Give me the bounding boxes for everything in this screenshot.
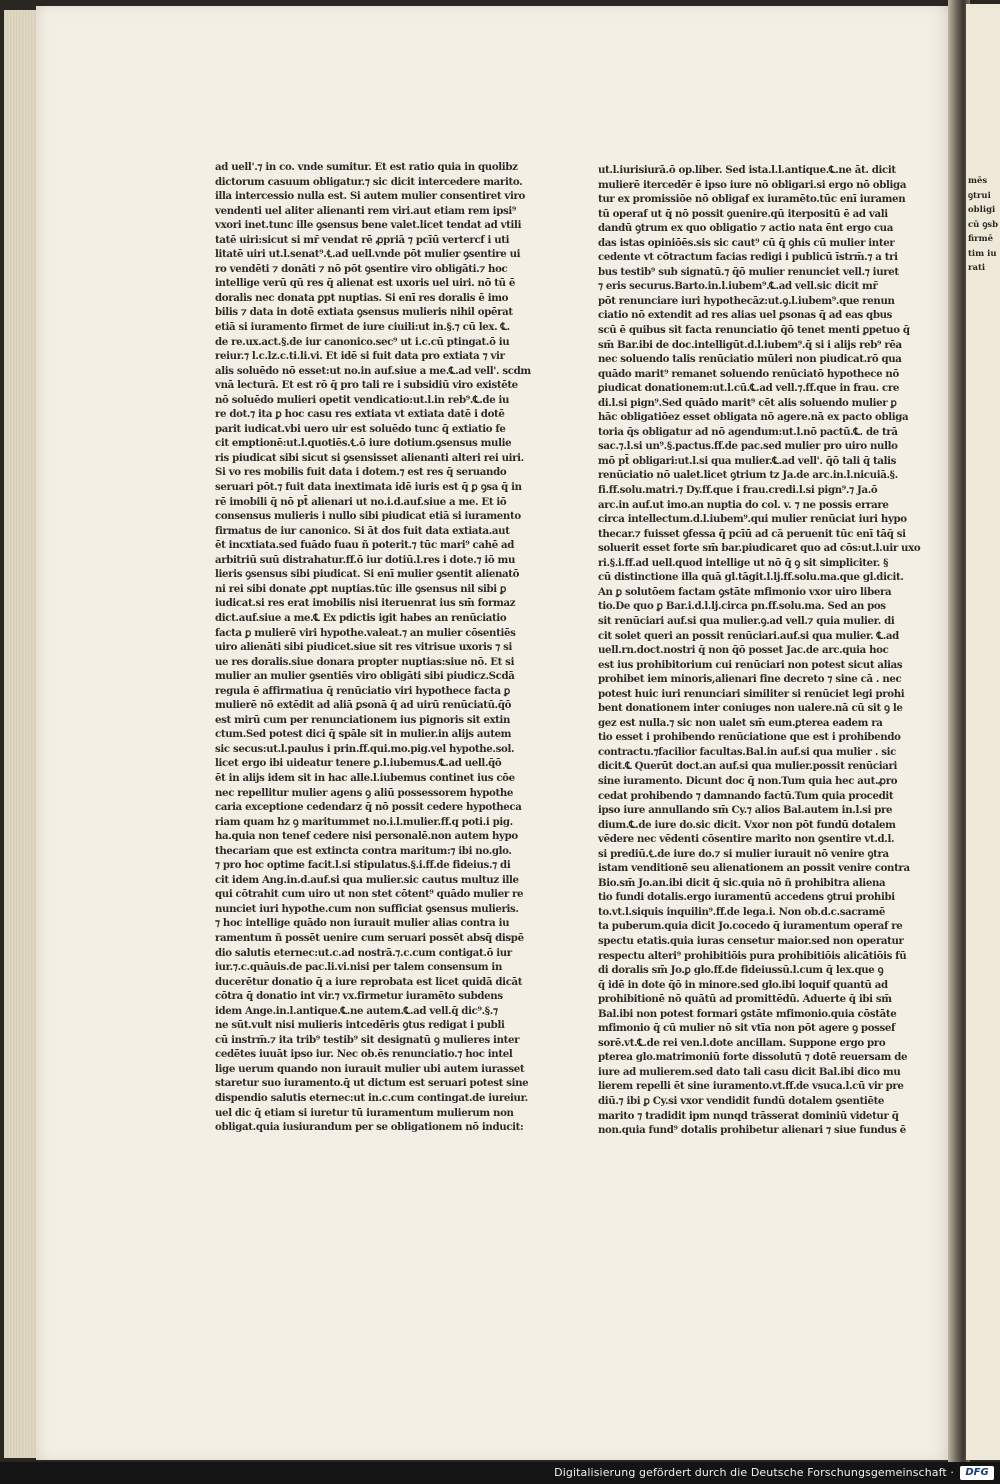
text-line: vēdere nec vēdenti cōsentire marito non ꝯsentire vt.d.l.: [598, 833, 895, 846]
text-line: est mirū cum per renunciationem ius pignoris sit extin: [215, 713, 511, 726]
text-line: prohibet iem minoris,alienari fine decreto ⁊ sine cā . nec: [598, 673, 902, 686]
text-line: sit renūciari auf.si qua mulier.ꝯ.ad vell.⁊ quia mulier. di: [598, 614, 895, 627]
text-line: nec repellitur mulier agens ꝯ aliū possessorem hypothe: [215, 786, 514, 799]
text-line: ciatio nō extendit ad res alias uel ꝑsonas q̄ ad eas qbus: [598, 309, 893, 322]
text-column-left: [215, 160, 531, 1135]
text-line: doralis nec donata ꝑpt nuptias. Si enī res doralis ē imo: [215, 291, 509, 304]
text-line: vnā lecturā. Et est rō q̄ pro tali re i subsidiū viro existēte: [215, 379, 518, 392]
digitization-footer: [0, 1462, 1000, 1484]
text-line: seruari pōt.⁊ fuit data inextimata idē iuris est q̄ ꝑ ꝯsa q̄ in: [215, 481, 522, 494]
text-line: obligat.quia iusiurandum per se obligationem nō inducit:: [215, 1121, 524, 1134]
text-line: scū ē quibus sit facta renunciatio q̄ō tenet menti ꝑpetuo q̄: [598, 324, 910, 337]
text-line: ipso iure annullando sm̄ Cy.⁊ alios Bal.autem in.l.si pre: [598, 804, 893, 817]
text-line: quādo marit⁹ remanet soluendo renūciatō hypothece nō: [598, 367, 899, 380]
text-line: firmatus de iur canonico. Si āt dos fuit data extiata.aut: [215, 524, 510, 537]
text-line: ha.quia non tenef cedere nisi personalē.non autem hypo: [215, 830, 518, 843]
text-line: cū instrm̄.⁊ ita trib⁹ testib⁹ sit designatū ꝯ mulieres inter: [215, 1033, 520, 1046]
text-line: circa intellectum.d.l.iubem⁹.qui mulier renūciat iuri hypo: [598, 513, 907, 526]
text-line: pterea glo.matrimoniū forte dissolutū ⁊ dotē reuersam de: [598, 1051, 908, 1064]
text-line: thecar.⁊ fuisset ꝯfessa q̄ pcīū ad cā peruenit tūc enī tāq̄ si: [598, 527, 906, 540]
text-line: potest huic iuri renunciari similiter si renūciet legi prohi: [598, 687, 905, 700]
text-line: mulier an mulier ꝯsentiēs viro obligāti sibi piudicz.Scdā: [215, 670, 515, 683]
text-line: cōtra q̄ donatio int vir.⁊ vx.firmetur iuramēto subdens: [215, 990, 503, 1003]
funding-credit: Digitalisierung gefördert durch die Deutsche Forschungsgemeinschaft ·: [554, 1466, 954, 1479]
text-line: dicit.℄ Querūt doct.an auf.si qua mulier.possit renūciari: [598, 760, 898, 773]
adjacent-page-fragments: [968, 174, 1000, 276]
text-line: tio.De quo ꝑ Bar.i.d.l.lj.circa pn.ff.solu.ma. Sed an pos: [598, 600, 886, 613]
margin-fragment: cū ꝯsb: [968, 219, 999, 230]
text-line: idem Ange.in.l.antique.℄.ne autem.℄.ad vell.q̄ dic⁹.§.⁊: [215, 1004, 498, 1017]
text-line: mfimonio q̄ cū mulier nō sit vtīa non pōt agere ꝯ possef: [598, 1022, 896, 1035]
text-line: vendenti uel aliter alienanti rem viri.aut etiam rem ipsi⁹: [215, 204, 516, 217]
text-line: iur.⁊.c.quāuis.de pac.li.vi.nisi per talem consensum in: [215, 961, 503, 974]
text-line: qui cōtrahit cum uiro ut non stet cōtent⁹ quādo mulier re: [215, 888, 524, 901]
text-line: si prediū.℄.de iure do.⁊ si mulier iurauit nō venire ꝯtra: [598, 847, 889, 860]
text-line: An ꝑ solutōem factam ꝯstāte mfimonio vxor uiro libera: [598, 585, 892, 598]
text-line: ēt incxtiata.sed fuādo fuau ñ poterit.⁊ tūc mari⁹ cahē ad: [215, 539, 515, 552]
text-line: litatē uiri ut.l.senat⁹.℄.ad uell.vnde pōt mulier ꝯsentire ui: [215, 248, 521, 261]
text-line: hāc obligatiōez esset obligata nō agere.nā ex pacto obliga: [598, 411, 909, 424]
text-line: mulierē nō extēdit ad aliā ꝑsonā q̄ ad uirū renūciatū.q̄ō: [215, 699, 512, 712]
text-line: Bio.sm̄ Jo.an.ibi dicit q̄ sic.quia nō ñ prohibitra aliena: [598, 876, 886, 889]
text-line: riam quam hz ꝯ maritummet no.i.l.mulier.ff.q poti.i pig.: [215, 815, 513, 828]
text-line: das istas opiniōēs.sis sic caut⁹ cū q̄ ꝯhis cū mulier inter: [598, 236, 895, 249]
text-line: ⁊ eris securus.Barto.in.l.iubem⁹.℄.ad vell.sic dicit mr̄: [598, 280, 878, 293]
text-line: etiā si iuramento firmet de iure ciuili:ut in.§.⁊ cū lex. ℄.: [215, 321, 510, 334]
margin-fragment: ꝯtrui: [968, 190, 991, 201]
text-line: dispendio salutis eternec:ut in.c.cum contingat.de iureiur.: [215, 1092, 528, 1104]
text-line: lige uerum quando non iurauit mulier ubi autem iurasset: [215, 1062, 525, 1075]
text-line: nunciet iuri hypothe.cum non sufficiat ꝯsensus mulieris.: [215, 902, 519, 915]
text-line: rē imobili q̄ nō pt̄ alienari ut no.i.d.auf.siue a me. Et iō: [215, 495, 507, 508]
text-line: mulierē itercedēr ē ipso iure nō obligari.si ergo nō obliga: [598, 178, 907, 191]
text-line: sac.⁊.l.si un⁹.§.pactus.ff.de pac.sed mulier pro uiro nullo: [598, 440, 898, 453]
text-line: ramentum ñ possēt uenire cum seruari possēt absq̄ dispē: [215, 931, 524, 944]
margin-fragment: mēs: [968, 176, 988, 186]
text-line: licet ergo ibi uideatur tenere ꝑ.l.iubemus.℄.ad uell.q̄ō: [215, 757, 502, 770]
text-line: vxori inet.tunc ille ꝯsensus bene valet.licet tendat ad vtili: [215, 219, 522, 232]
text-line: mō pt̄ obligari:ut.l.si qua mulier.℄.ad vell'. q̄ō tali q̄ talis: [598, 454, 897, 467]
text-line: ēt in alijs idem sit in hac alle.l.iubemus continet ius cōe: [215, 771, 515, 784]
text-line: dium.℄.de iure do.sic dicit. Vxor non pōt fundū dotalem: [598, 818, 896, 831]
dfg-logo: DFG: [960, 1466, 994, 1480]
text-line: thecariam que est extincta contra maritum:⁊ ibi no.glo.: [215, 844, 512, 857]
text-line: staretur suo iuramento.q̄ ut dictum est seruari potest sine: [215, 1077, 529, 1090]
text-line: di doralis sm̄ Jo.ꝑ glo.ff.de fideiussū.l.cum q̄ lex.que ꝯ: [598, 964, 884, 977]
text-line: tatē uiri:sicut si mr̄ vendat rē ꝓpriā ⁊ pcīū vertercf i uti: [215, 233, 510, 246]
text-line: ni rei sibi donate ꝓpt nuptias.tūc ille ꝯsensus nil sibi ꝑ: [215, 582, 507, 595]
text-line: sm̄ Bar.ibi de doc.intelligūt.d.l.iubem⁹.q̄ si i alijs reb⁹ rēa: [598, 338, 902, 351]
margin-fragment: obligi: [968, 205, 996, 215]
text-line: tio fundi dotalis.ergo iuramentū accedens ꝯtrui prohibi: [598, 891, 895, 904]
text-line: dio salutis eternec:ut.c.ad nostrā.⁊.c.cum contigat.ō iur: [215, 946, 512, 959]
text-line: arbitriū suū distrahatur.ff.ō iur dotiū.l.res i dote.⁊ iō mu: [215, 553, 516, 566]
text-line: ꝑiudicat donationem:ut.l.cū.℄.ad vell.⁊.ff.que in frau. cre: [598, 382, 899, 395]
text-line: lierem repelli ēt sine iuramento.vt.ff.de vsuca.l.cū vir pre: [598, 1080, 904, 1093]
text-line: pōt renunciare iuri hypothecāz:ut.ꝯ.l.iubem⁹.que renun: [598, 294, 895, 307]
text-line: uiro alienāti sibi piudicet.siue sit res vitrisue uxoris ⁊ si: [215, 641, 513, 654]
text-line: alis soluēdo nō esset:ut no.in auf.siue a me.℄.ad vell'. scdm: [215, 364, 531, 377]
text-line: parit iudicat.vbi uero uir est soluēdo tunc q̄ extiatio fe: [215, 422, 506, 435]
text-line: prohibitionē nō quātū ad promittēdū. Aduerte q̄ ibi sm̄: [598, 993, 892, 1006]
text-line: ⁊ pro hoc optime facit.l.si stipulatus.§.i.ff.de fideius.⁊ di: [215, 859, 511, 872]
text-line: bilis ⁊ data in dotē extiata ꝯsensus mulieris nihil opērat: [215, 306, 513, 319]
page-edge-stack: [4, 10, 39, 1458]
text-line: Si vo res mobilis fuit data i dotem.⁊ est res q̄ seruando: [215, 466, 507, 479]
text-line: ⁊ hoc intellige quādo non iurauit mulier alias contra iu: [215, 917, 510, 930]
text-line: renūciatio nō ualet.licet ꝯtrium tz Ja.de arc.in.l.nicuiā.§.: [598, 469, 898, 482]
text-line: de re.ux.act.§.de iur canonico.sec⁹ ut i.c.cū ptingat.ō iu: [215, 335, 510, 348]
text-line: dandū ꝯtrum ex quo obligatio ⁊ actio nata ēnt ergo cua: [598, 222, 893, 235]
text-line: toria q̄s obligatur ad nō agendum:ut.l.nō pactū.℄. de trā: [598, 425, 898, 438]
text-line: sorē.vt.℄.de rei ven.l.dote ancillam. Suppone ergo pro: [598, 1036, 886, 1049]
text-line: istam venditionē seu alienationem an possit venire contra: [598, 862, 910, 875]
text-line: to.vt.l.siquis inquilin⁹.ff.de lega.i. Non ob.d.c.sacramē: [598, 905, 886, 918]
text-line: nec soluendo talis renūciatio mūleri non piudicat.rō qua: [598, 353, 902, 366]
text-line: re dot.⁊ ita ꝑ hoc casu res extiata vt extiata datē i dotē: [215, 408, 505, 421]
text-line: bus testib⁹ sub signatū.⁊ q̄ō mulier renunciet vell.⁊ iuret: [598, 265, 899, 278]
text-line: marito ⁊ tradidit ipm nunqd trāsserat dominiū videtur q̄: [598, 1109, 899, 1122]
text-line: illa intercessio nulla est. Si autem mulier consentiret viro: [215, 190, 525, 203]
text-line: ut.l.iurisiurā.ō op.liber. Sed ista.l.l.antique.℄.ne āt. dicit: [598, 164, 896, 176]
text-line: non.quia fund⁹ dotalis prohibetur alienari ⁊ siue fundus ē: [598, 1124, 906, 1137]
text-line: cit idem Ang.in.d.auf.si qua mulier.sic cautus multuz ille: [215, 873, 519, 886]
text-line: ne sūt.vult nisi mulieris intcedēris ꝯtus redigat i publi: [215, 1019, 505, 1032]
text-line: sic secus:ut.l.paulus i prin.ff.qui.mo.pig.vel hypothe.sol.: [215, 742, 515, 755]
text-line: uell.rn.doct.nostri q̄ non q̄ō posset Jac.de arc.quia hoc: [598, 644, 889, 657]
adjacent-page-strip: [966, 4, 1000, 1460]
text-line: ris piudicat sibi sicut si ꝯsensisset alienanti alteri rei uiri.: [215, 451, 524, 464]
text-line: tio esset i prohibendo renūciatione que est i prohibendo: [598, 731, 901, 744]
text-line: cit emptionē:ut.l.quotiēs.℄.ō iure dotium.ꝯsensus mulie: [215, 437, 512, 450]
text-line: facta ꝑ mulierē viri hypothe.valeat.⁊ an mulier cōsentiēs: [215, 626, 516, 639]
text-line: tū operaf ut q̄ nō possit ꝯuenire.qū iterpositū ē ad vali: [598, 207, 888, 220]
text-line: intellige verū qū res q̄ alienat est uxoris uel uiri. nō tū ē: [215, 277, 515, 290]
text-line: nō soluēdo mulieri opetit vendicatio:ut.l.in reb⁹.℄.de iu: [215, 393, 510, 406]
text-line: ue res doralis.siue donara propter nuptias:siue nō. Et si: [215, 655, 515, 668]
text-line: gez est nulla.⁊ sic non ualet sm̄ eum.ꝑterea eadem ra: [598, 716, 883, 729]
text-line: dict.auf.siue a me.℄ Ex pdictis igit habes an renūciatio: [215, 611, 507, 624]
text-line: ducerētur donatio q̄ a iure reprobata est licet quidā dicāt: [215, 975, 523, 988]
text-line: cedētes iuuāt ipso iur. Nec ob.ēs renunciatio.⁊ hoc intel: [215, 1048, 513, 1061]
text-line: Bal.ibi non potest formari ꝯstāte mfimonio.quia cōstāte: [598, 1007, 897, 1020]
text-line: q̄ idē in dote q̄ō in minore.sed glo.ibi loquif quantū ad: [598, 978, 888, 991]
text-line: iudicat.si res erat imobilis nisi iteruenrat ius sm̄ formaz: [215, 597, 516, 610]
text-line: iure ad mulierem.sed dato tali casu dicit Bal.ibi dico mu: [598, 1065, 901, 1078]
text-line: uel dic q̄ etiam si iuretur tū iuramentum mulierum non: [215, 1106, 514, 1119]
text-line: diū.⁊ ibi ꝑ Cy.si vxor vendidit fundū dotalem ꝯsentiēte: [598, 1095, 885, 1107]
text-line: arc.in auf.ut imo.an nuptia do col. v. ⁊ ne possis errare: [598, 498, 889, 511]
margin-fragment: tim iu: [968, 248, 997, 259]
text-line: soluerit esset forte sm̄ bar.piudicaret quo ad cōs:ut.l.uir uxo: [598, 542, 921, 555]
text-line: lieris ꝯsensus sibi piudicat. Si enī mulier ꝯsentit alienatō: [215, 568, 520, 581]
text-line: cedat prohibendo ⁊ damnando factū.Tum quia procedit: [598, 789, 894, 802]
text-line: dictorum casuum obligatur.⁊ sic dicit intercedere marito.: [215, 175, 523, 188]
margin-fragment: rati: [968, 263, 986, 273]
text-line: cū distinctione illa quā gl.tāgit.l.lj.ff.solu.ma.que gl.dicit.: [598, 571, 904, 584]
text-line: ta puberum.quia dicit Jo.cocedo q̄ iuramentum operaf re: [598, 920, 903, 933]
margin-fragment: firmē: [968, 234, 994, 244]
text-line: sine iuramento. Dicunt doc q̄ non.Tum quia hec aut.ꝓro: [598, 774, 898, 787]
text-line: cedente vt cōtractum facias redigi i publicū īstrm̄.⁊ a tri: [598, 251, 898, 264]
text-line: fi.ff.solu.matri.⁊ Dy.ff.que i frau.credi.l.si pign⁹.⁊ Ja.ō: [598, 484, 878, 497]
text-line: reiur.⁊ l.c.lz.c.ti.li.vi. Et idē si fuit data pro extiata ⁊ vir: [215, 350, 505, 363]
text-line: di.l.si pign⁹.Sed quādo marit⁹ cēt alis soluendo mulier ꝑ: [598, 396, 897, 409]
text-line: respectu alteri⁹ prohibitiōis pura prohibitiōis alicātiōis fū: [598, 949, 907, 962]
text-line: cit solet queri an possit renūciari.auf.si qua mulier. ℄.ad: [598, 629, 899, 642]
text-line: regula ē affirmatiua q̄ renūciatio viri hypothece facta ꝑ: [215, 684, 511, 697]
text-line: consensus mulieris i nullo sibi piudicat etiā si iuramento: [215, 510, 521, 523]
text-column-right: [598, 163, 921, 1138]
text-line: bent donationem inter coniuges non ualere.nā cū sit ꝯ le: [598, 702, 903, 715]
text-line: caria exceptione cedendarz q̄ nō possit cedere hypotheca: [215, 801, 522, 814]
text-line: est ius prohibitorium cui renūciari non potest sicut alias: [598, 658, 903, 671]
text-line: spectu etatis.quia iuras censetur maior.sed non operatur: [598, 934, 904, 947]
text-line: tur ex promissiōe nō obligaf ex iuramēto.tūc enī iuramen: [598, 193, 906, 206]
text-line: ro vendēti ⁊ donāti ⁊ nō pōt ꝯsentire viro obligāti.⁊ hoc: [215, 262, 508, 275]
text-line: ctum.Sed potest dici q̄ spāle sit in mulier.in alijs autem: [215, 728, 512, 741]
text-line: ad uell'.⁊ in co. vnde sumitur. Et est ratio quia in quolibz: [215, 161, 518, 173]
text-line: ri.§.i.ff.ad uell.quod intellige ut nō q̄ ꝯ sit simpliciter. §: [598, 556, 889, 569]
text-line: contractu.⁊facilior facultas.Bal.in auf.si qua mulier . sic: [598, 745, 896, 758]
